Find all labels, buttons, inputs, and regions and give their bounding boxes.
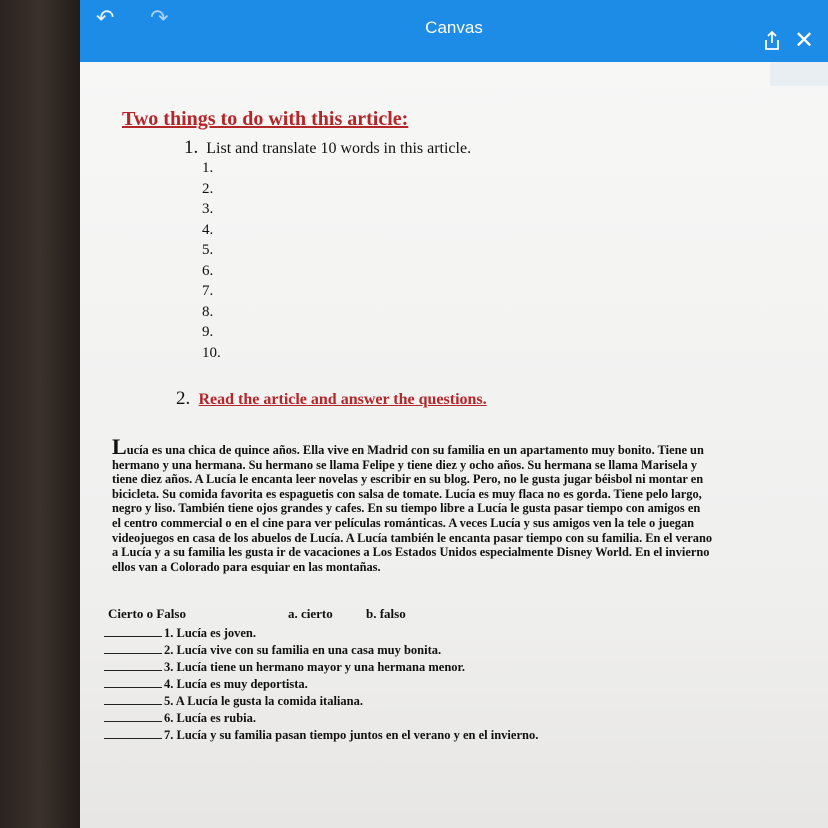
article-line: negro y liso. También tiene ojos grandes y cafes. En su tiempo libre a Lucía le gusta pasar tiempo con amigos en <box>112 501 701 516</box>
article-line: tiene diez años. A Lucía le encanta leer novelas y escribir en su blog. Pero, no le gusta jugar béisbol ni montar en <box>112 472 704 487</box>
list-item: 8. <box>202 303 214 320</box>
list-item: 4. <box>202 221 214 238</box>
article-line-text: ucía es una chica de quince años. Ella vive en Madrid con su familia en un apartamento muy bonito. Tiene un <box>126 443 704 457</box>
answer-blank[interactable] <box>104 726 162 739</box>
statement-text: 2. Lucía vive con su familia en una casa muy bonita. <box>164 643 442 657</box>
list-item <box>104 641 538 658</box>
list-item <box>104 624 538 641</box>
true-false-header <box>108 606 406 622</box>
statement-text: 6. Lucía es rubia. <box>164 711 257 725</box>
true-false-label: Cierto o Falso <box>108 606 186 621</box>
answer-blank[interactable] <box>104 709 162 722</box>
article-line: el centro commercial o en el cine para ver películas románticas. A veces Lucía y sus amigos ven la tele o juegan <box>112 515 695 530</box>
app-title: Canvas <box>425 18 483 37</box>
share-icon[interactable] <box>762 30 782 52</box>
article-line: videojuegos en casa de los abuelos de Lucía. A Lucía también le encanta pasar tiempo con su familia. En el verano <box>112 530 713 545</box>
list-item <box>104 658 538 675</box>
answer-blank[interactable] <box>104 641 162 654</box>
option-falso: b. falso <box>366 606 406 621</box>
answer-blank[interactable] <box>104 624 162 637</box>
article-dropcap: L <box>112 434 127 459</box>
article-line: bicicleta. Su comida favorita es espaguetis con salsa de tomate. Lucía es muy flaca no es gorda. Tiene pelo largo, <box>112 486 702 501</box>
list-item <box>104 692 538 709</box>
statement-text: 4. Lucía es muy deportista. <box>164 677 308 691</box>
list-item: 2. <box>202 180 214 197</box>
true-false-list <box>104 624 538 743</box>
option-cierto: a. cierto <box>288 606 333 621</box>
word-list <box>202 158 221 363</box>
article-line: ellos van a Colorado para esquiar en las montañas. <box>112 559 381 574</box>
list-item <box>104 709 538 726</box>
tablet-screen <box>80 0 828 828</box>
list-item: 10. <box>202 344 221 361</box>
question-2-text: Read the article and answer the questions. <box>198 391 487 408</box>
list-item <box>104 726 538 743</box>
question-1-number: 1. <box>184 137 199 158</box>
answer-blank[interactable] <box>104 675 162 688</box>
statement-text: 7. Lucía y su familia pasan tiempo juntos en el verano y en el invierno. <box>164 728 539 742</box>
article-line: hermano y una hermana. Su hermano se llama Felipe y tiene diez y ocho años. Su hermana se llama Marisela y <box>112 457 698 472</box>
list-item: 1. <box>202 160 214 176</box>
list-item: 5. <box>202 242 214 258</box>
list-item: 3. <box>202 201 214 217</box>
article-line: a Lucía y a su familia les gusta ir de vacaciones a Los Estados Unidos especialmente Disney World. En el invierno <box>112 545 710 560</box>
app-toolbar <box>80 0 828 62</box>
article-text <box>112 434 794 574</box>
list-item: 9. <box>202 324 214 340</box>
answer-blank[interactable] <box>104 658 162 671</box>
question-1 <box>184 137 471 159</box>
statement-text: 1. Lucía es joven. <box>164 626 257 640</box>
scroll-handle[interactable] <box>770 62 828 86</box>
list-item: 6. <box>202 262 214 279</box>
statement-text: 5. A Lucía le gusta la comida italiana. <box>164 694 363 708</box>
document-heading: Two things to do with this article: <box>122 108 409 130</box>
question-1-text: List and translate 10 words in this article. <box>206 140 472 157</box>
list-item <box>104 675 538 692</box>
question-2 <box>176 388 487 410</box>
forward-arrow-icon[interactable]: ↷ <box>150 6 169 31</box>
question-2-number: 2. <box>176 388 191 409</box>
back-arrow-icon[interactable]: ↶ <box>96 6 115 31</box>
statement-text: 3. Lucía tiene un hermano mayor y una hermana menor. <box>164 660 466 674</box>
answer-blank[interactable] <box>104 692 162 705</box>
close-icon[interactable]: ✕ <box>794 26 815 54</box>
article-line <box>112 434 794 459</box>
list-item: 7. <box>202 283 214 299</box>
